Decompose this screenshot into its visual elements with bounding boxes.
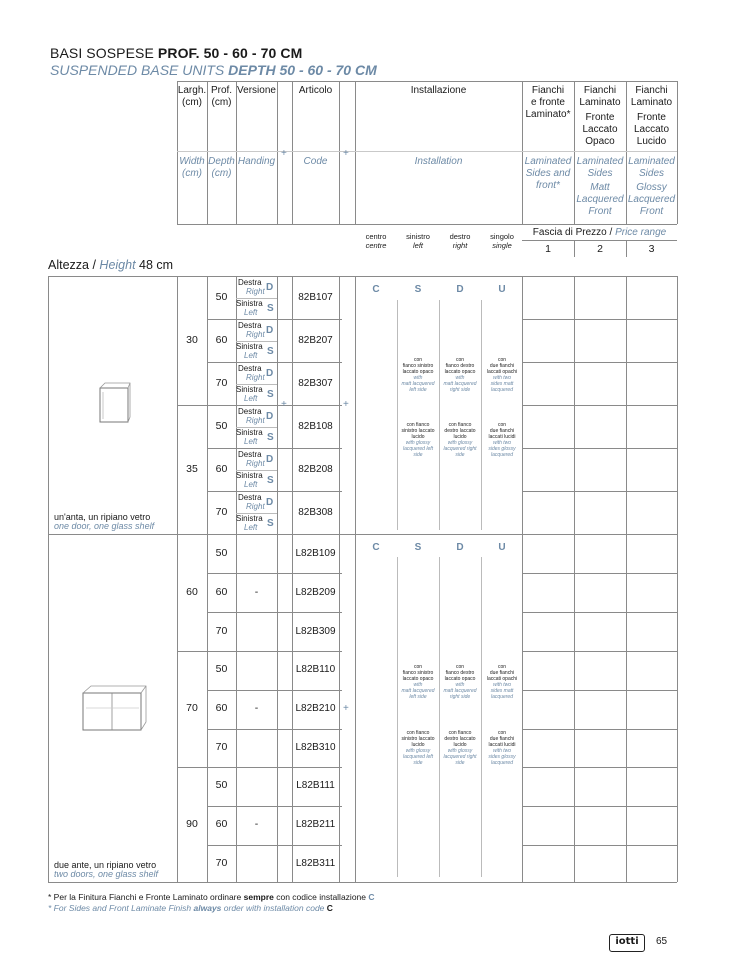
price-range-label: Fascia di Prezzo / Price range [532,227,667,238]
depth-cell: 60 [215,586,228,598]
depth-cell: 70 [215,857,228,869]
article-code: 82B108 [298,421,333,432]
section2-caption-en: two doors, one glass shelf [54,869,159,879]
handing-code-d: D [266,325,274,336]
plus-sign: + [281,148,287,159]
depth-cell: 50 [215,779,228,791]
handing-left: Sinistra Left [236,385,263,403]
inst-option-left: sinistro left [406,232,430,250]
depth-cell: 70 [215,625,228,637]
depth-cell: 60 [215,334,228,346]
header-depth-it: Prof. (cm) [210,85,233,108]
handing-left: Sinistra Left [236,428,263,446]
article-code: L82B109 [295,548,336,559]
handing-code-d: D [266,368,274,379]
footnote-it: * Per la Finitura Fianchi e Fronte Laminato ordinare sempre con codice installazione C [48,892,375,902]
handing-code-s: S [267,303,274,314]
install-code-d: D [456,542,464,553]
header-installation-it: Installazione [410,85,467,96]
width-cell: 90 [186,818,198,830]
width-cell: 60 [186,586,198,598]
note-glossy-both: con due fianchi laccati lucidi with two sides glossy lacquered [488,422,516,458]
header-price-col1-en: Laminated Sides and front* [524,156,572,191]
width-cell: 70 [186,702,198,714]
handing-code-d: D [266,454,274,465]
handing-code-d: D [266,411,274,422]
note-glossy-left: con fianco sinistro laccato lucido with glossy lacquered left side [401,422,435,458]
price-range-3: 3 [648,243,655,255]
page-title-bold: PROF. 50 - 60 - 70 CM [157,45,303,61]
handing-right: Destra Right [238,450,265,468]
depth-cell: 60 [215,702,228,714]
article-code: L82B111 [296,780,335,791]
handing-code-s: S [267,346,274,357]
depth-cell: 70 [215,741,228,753]
install-code-s: S [414,542,422,553]
single-door-cabinet-illustration [94,382,132,424]
section1-caption-en: one door, one glass shelf [54,521,155,531]
price-range-2: 2 [597,243,603,255]
handing-code-d: D [266,497,274,508]
note-glossy-right: con fianco destro laccato lucido with glossy lacquered right side [443,422,477,458]
header-price-col3-it: Fianchi Laminato Fronte Laccato Lucido [630,85,673,147]
handing-left: Sinistra Left [236,514,263,532]
note-matt-left: con fianco sinistro laccato opaco with matt lacquered left side [401,357,435,393]
section1-caption: un'anta, un ripiano vetro [54,512,151,522]
version-dash: - [254,586,259,598]
handing-left: Sinistra Left [236,299,263,317]
plus-sign: + [343,703,349,714]
article-code: L82B310 [295,742,336,753]
header-price-col2-it: Fianchi Laminato Fronte Laccato Opaco [579,85,621,147]
page-subtitle: SUSPENDED BASE UNITS DEPTH 50 - 60 - 70 CM [50,62,377,78]
width-cell: 30 [186,334,198,346]
install-code-c: C [372,284,380,295]
depth-cell: 50 [215,420,228,432]
article-code: 82B208 [298,464,333,475]
depth-cell: 70 [215,377,228,389]
handing-code-s: S [267,432,274,443]
page-subtitle-bold: DEPTH 50 - 60 - 70 CM [228,62,377,78]
header-code-en: Code [303,156,328,167]
note-matt-both: con due fianchi laccati opachi with two sides matt lacquered [486,357,518,393]
page-title: BASI SOSPESE PROF. 50 - 60 - 70 CM [50,45,303,61]
inst-option-centre: centro centre [365,232,387,250]
article-code: L82B211 [295,819,336,830]
width-cell: 35 [186,463,198,475]
note-glossy-right: con fianco destro laccato lucido with glossy lacquered right side [443,730,477,766]
article-code: 82B307 [298,378,333,389]
depth-cell: 50 [215,663,228,675]
section2-caption: due ante, un ripiano vetro [54,860,157,870]
article-code: L82B309 [295,626,336,637]
plus-sign: + [343,148,349,159]
handing-left: Sinistra Left [236,471,263,489]
price-range-1: 1 [545,243,551,255]
version-dash: - [254,702,259,714]
article-code: L82B311 [295,858,336,869]
version-dash: - [254,818,259,830]
page-number: 65 [656,936,668,947]
plus-sign: + [343,399,349,410]
inst-option-single: singolo single [490,232,514,250]
article-code: 82B207 [298,335,333,346]
depth-cell: 50 [215,547,228,559]
brand-logo: iotti [609,934,645,952]
header-price-col3-en: Laminated Sides Glossy Lacquered Front [627,156,676,217]
handing-code-s: S [267,475,274,486]
article-code: L82B209 [295,587,336,598]
header-price-col1-it: Fianchi e fronte Laminato* [525,85,571,120]
install-code-c: C [372,542,380,553]
article-code: L82B210 [295,703,336,714]
header-width-it: Largh. (cm) [177,85,207,108]
inst-option-right: destro right [449,232,471,250]
article-code: 82B308 [298,507,333,518]
install-code-s: S [414,284,422,295]
handing-left: Sinistra Left [236,342,263,360]
note-glossy-both: con due fianchi laccati lucidi with two sides glossy lacquered [488,730,516,766]
article-code: 82B107 [298,292,333,303]
note-matt-right: con fianco destro laccato opaco with matt lacquered right side [443,357,477,393]
height-label: Altezza / Height 48 cm [48,258,174,272]
install-code-u: U [498,284,506,295]
install-code-u: U [498,542,506,553]
depth-cell: 60 [215,463,228,475]
depth-cell: 50 [215,291,228,303]
double-door-cabinet-illustration [80,684,148,732]
depth-cell: 70 [215,506,228,518]
note-glossy-left: con fianco sinistro laccato lucido with glossy lacquered left side [401,730,435,766]
header-handing-en: Handing [237,156,276,167]
handing-right: Destra Right [238,407,265,425]
handing-right: Destra Right [238,364,265,382]
header-installation-en: Installation [414,156,463,167]
header-depth-en: Depth (cm) [208,156,235,179]
handing-code-s: S [267,518,274,529]
header-version-it: Versione [237,85,276,96]
handing-code-s: S [267,389,274,400]
note-matt-right: con fianco destro laccato opaco with matt lacquered right side [443,664,477,700]
depth-cell: 60 [215,818,228,830]
footnote-en: * For Sides and Front Laminate Finish always order with installation code C [48,903,333,913]
install-code-d: D [456,284,464,295]
note-matt-left: con fianco sinistro laccato opaco with matt lacquered left side [401,664,435,700]
header-article-it: Articolo [298,85,333,96]
plus-sign: + [281,399,287,410]
handing-right: Destra Right [238,493,265,511]
header-price-col2-en: Laminated Sides Matt Lacquered Front [576,156,624,217]
handing-right: Destra Right [238,321,265,339]
handing-right: Destra Right [238,278,265,296]
handing-code-d: D [266,282,274,293]
header-width-en: Width (cm) [179,156,205,179]
article-code: L82B110 [295,664,336,675]
note-matt-both: con due fianchi laccati opachi with two sides matt lacquered [486,664,518,700]
